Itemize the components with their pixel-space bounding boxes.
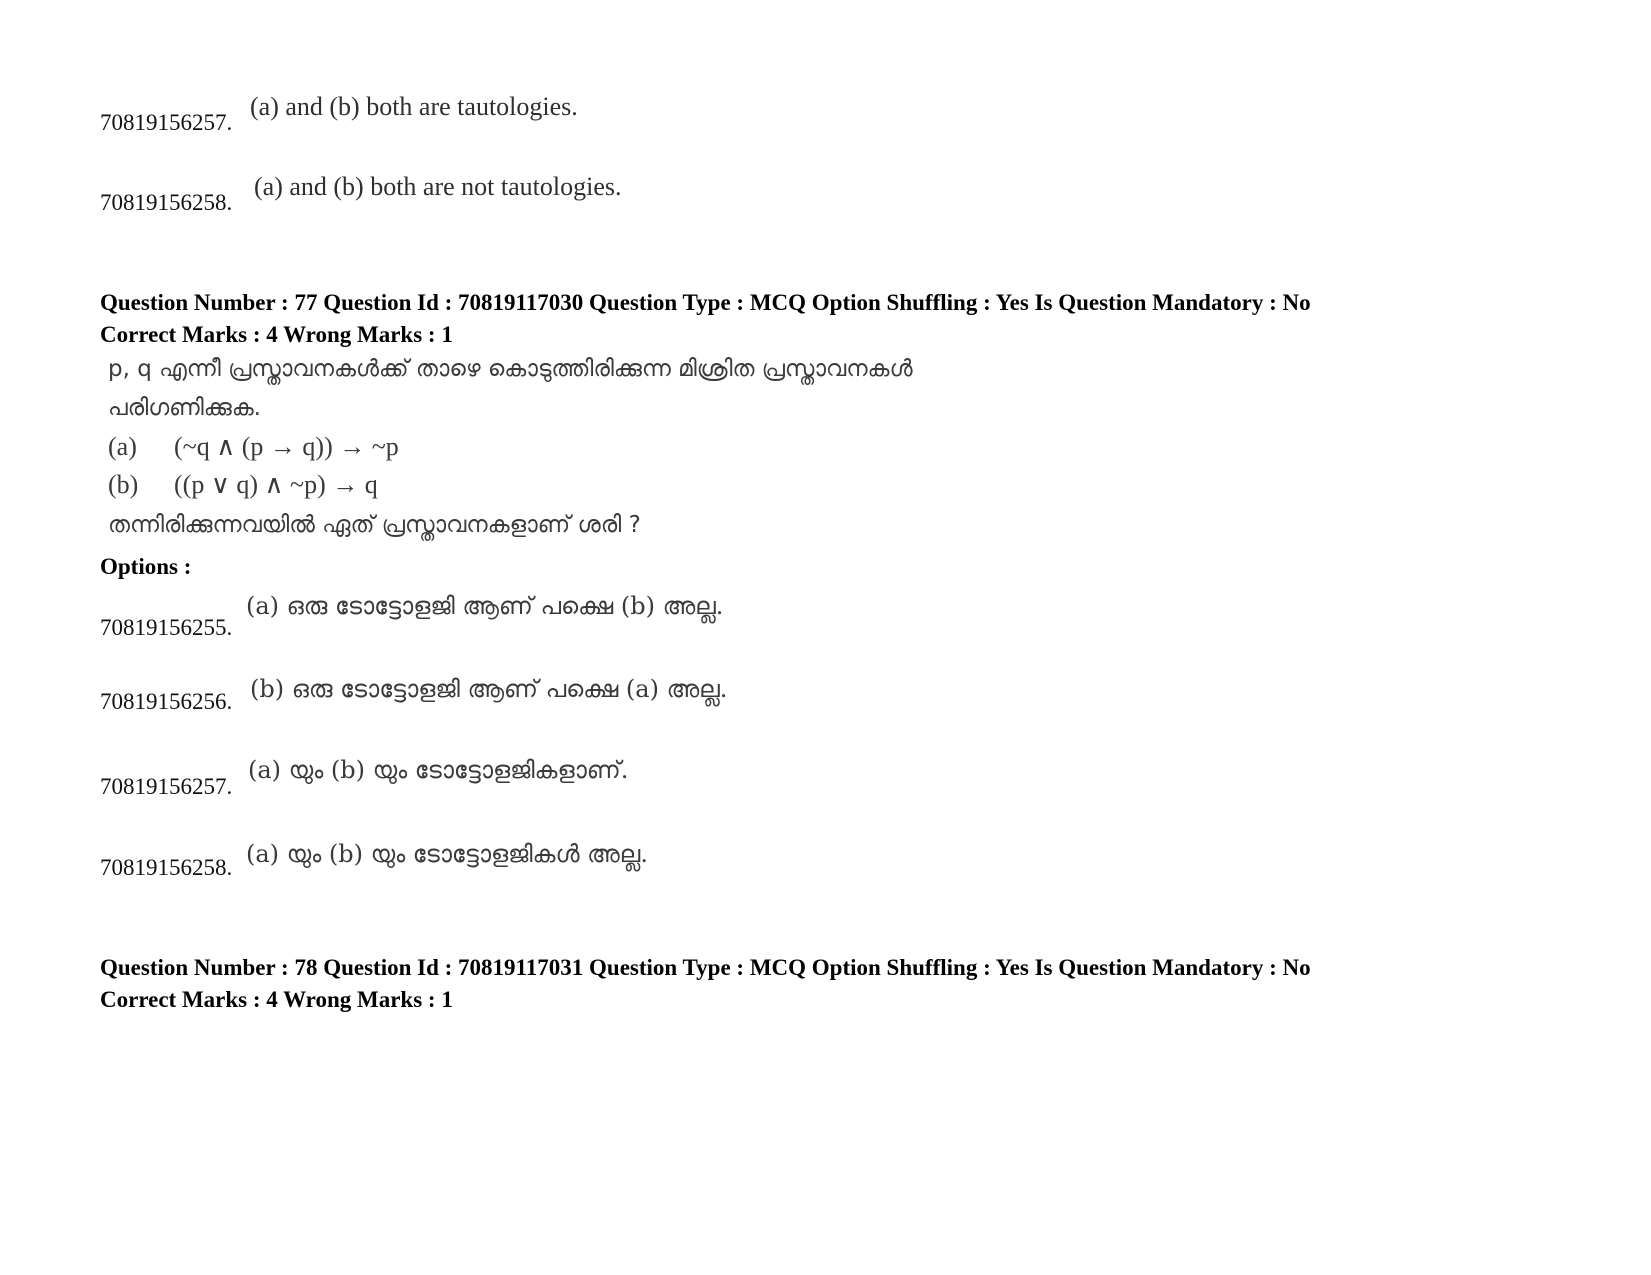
option-id: 70819156258. [100, 190, 233, 215]
option-text: (b) ഒരു ടോട്ടോളജി ആണ് പക്ഷെ (a) അല്ല. [250, 675, 728, 703]
question-prompt: തന്നിരിക്കുന്നവയിൽ ഏത് പ്രസ്താവനകളാണ് ശരി ? [108, 512, 641, 538]
option-text: (a) and (b) both are tautologies. [250, 92, 578, 121]
options-label: Options : [100, 554, 192, 579]
question-meta-line2: Correct Marks : 4 Wrong Marks : 1 [100, 987, 453, 1012]
statement-expression: (~q ∧ (p → q)) → ~p [174, 432, 399, 461]
option-id: 70819156257. [100, 110, 233, 135]
option-id: 70819156257. [100, 774, 233, 799]
option-text: (a) ഒരു ടോട്ടോളജി ആണ് പക്ഷെ (b) അല്ല. [246, 592, 724, 620]
option-id: 70819156258. [100, 855, 233, 880]
question-intro-line1: p, q എന്നീ പ്രസ്താവനകൾക്ക് താഴെ കൊടുത്തിരിക്കുന്ന മിശ്രിത പ്രസ്താവനകൾ [108, 356, 913, 382]
statement-label: (a) [108, 432, 137, 461]
option-id: 70819156255. [100, 615, 233, 640]
statement-label: (b) [108, 470, 139, 499]
option-text: (a) and (b) both are not tautologies. [254, 172, 622, 201]
question-intro-line2: പരിഗണിക്കുക. [108, 395, 261, 421]
option-text: (a) യും (b) യും ടോട്ടോളജികൾ അല്ല. [246, 840, 648, 868]
option-text: (a) യും (b) യും ടോട്ടോളജികളാണ്. [248, 756, 629, 784]
question-meta-line2: Correct Marks : 4 Wrong Marks : 1 [100, 322, 453, 347]
question-meta-line1: Question Number : 78 Question Id : 70819117031 Question Type : MCQ Option Shuffling : Yes Is Question Mandatory : No [100, 955, 1311, 980]
statement-expression: ((p ∨ q) ∧ ~p) → q [174, 470, 378, 499]
question-meta-line1: Question Number : 77 Question Id : 70819117030 Question Type : MCQ Option Shuffling : Yes Is Question Mandatory : No [100, 290, 1311, 315]
option-id: 70819156256. [100, 689, 233, 714]
